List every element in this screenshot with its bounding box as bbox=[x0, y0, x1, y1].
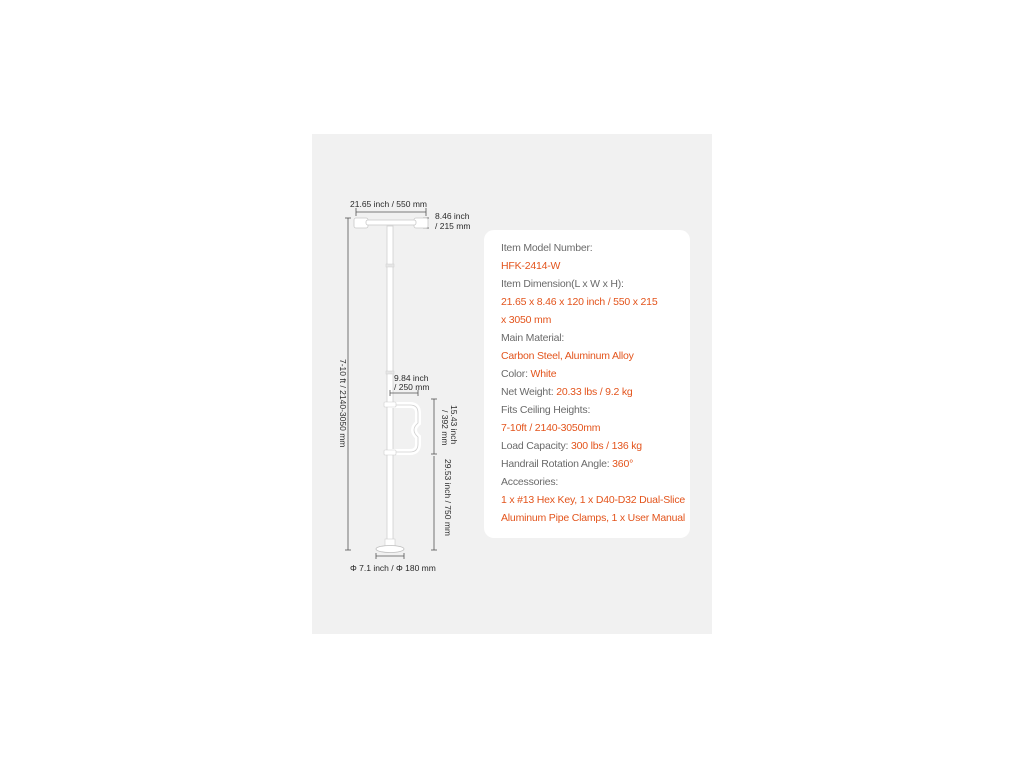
handle-height-label-2: / 392 mm bbox=[440, 410, 450, 446]
dimension-value-2: x 3050 mm bbox=[501, 314, 552, 326]
rotation-label: Handrail Rotation Angle: bbox=[501, 458, 610, 470]
handle-width-label-2: / 250 mm bbox=[394, 382, 430, 392]
ceiling-label: Fits Ceiling Heights: bbox=[501, 404, 591, 416]
rotation-row bbox=[501, 455, 690, 473]
top-bar-width-dimension bbox=[350, 199, 427, 216]
dimension-label: Item Dimension(L x W x H): bbox=[501, 278, 624, 290]
model-label: Item Model Number: bbox=[501, 242, 593, 254]
top-bar-depth-label-1: 8.46 inch bbox=[435, 211, 470, 221]
base-diameter-dimension bbox=[350, 553, 436, 573]
handle-width-label-1: 9.84 inch bbox=[394, 373, 429, 383]
accessories-label: Accessories: bbox=[501, 476, 559, 488]
rotation-value: 360° bbox=[612, 458, 634, 470]
handle-width-dimension bbox=[390, 373, 429, 396]
color-label: Color: bbox=[501, 368, 528, 380]
weight-row bbox=[501, 383, 690, 401]
accessories-value-1: 1 x #13 Hex Key, 1 x D40-D32 Dual-Slice bbox=[501, 494, 686, 506]
main-pole bbox=[386, 226, 394, 546]
handle-floor-dimension bbox=[431, 456, 453, 550]
base-diameter-label: Φ 7.1 inch / Φ 180 mm bbox=[350, 563, 436, 573]
top-bar-depth-label-2: / 215 mm bbox=[435, 221, 471, 231]
load-label: Load Capacity: bbox=[501, 440, 569, 452]
handle-floor-label: 29.53 inch / 750 mm bbox=[443, 459, 453, 537]
handle-height-dimension bbox=[431, 399, 459, 454]
weight-value: 20.33 lbs / 9.2 kg bbox=[556, 386, 633, 398]
handle-height-label-1: 15.43 inch bbox=[449, 405, 459, 445]
material-value: Carbon Steel, Aluminum Alloy bbox=[501, 350, 634, 362]
base-plate bbox=[376, 539, 404, 553]
weight-label: Net Weight: bbox=[501, 386, 554, 398]
accessories-value-2: Aluminum Pipe Clamps, 1 x User Manual bbox=[501, 512, 686, 524]
spec-card bbox=[484, 230, 690, 538]
total-height-label: 7-10 ft / 2140-3050 mm bbox=[338, 359, 348, 448]
color-value: White bbox=[530, 368, 557, 380]
load-value: 300 lbs / 136 kg bbox=[570, 440, 642, 452]
ceiling-value: 7-10ft / 2140-3050mm bbox=[501, 422, 601, 434]
dimension-value-1: 21.65 x 8.46 x 120 inch / 550 x 215 bbox=[501, 296, 658, 308]
top-bar-width-label: 21.65 inch / 550 mm bbox=[350, 199, 428, 209]
material-label: Main Material: bbox=[501, 332, 565, 344]
model-value: HFK-2414-W bbox=[501, 260, 561, 272]
load-row bbox=[501, 437, 690, 455]
top-bar-depth-dimension bbox=[423, 211, 470, 231]
color-row bbox=[501, 365, 690, 383]
total-height-dimension bbox=[338, 218, 351, 550]
